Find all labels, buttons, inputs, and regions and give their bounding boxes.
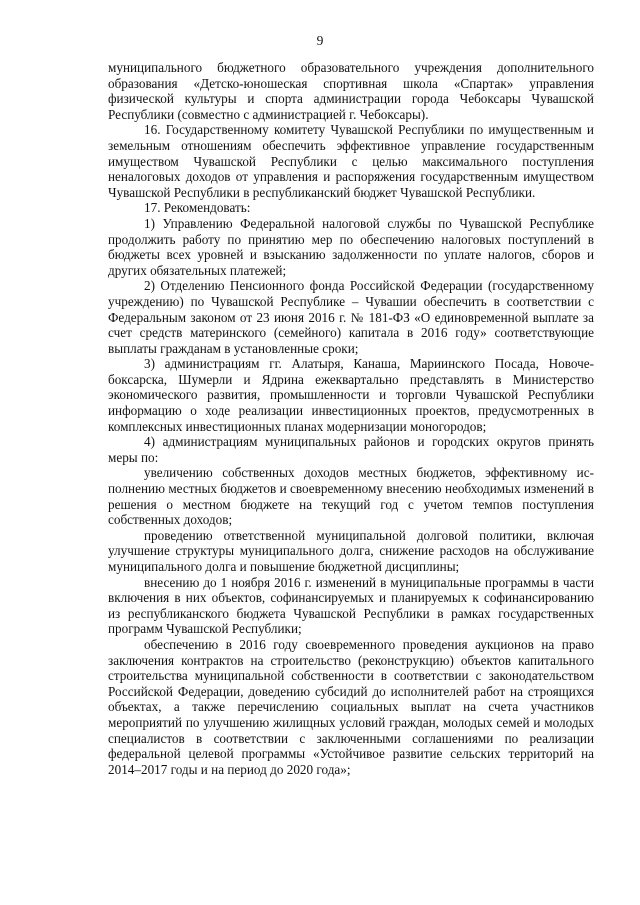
paragraph: внесению до 1 ноября 2016 г. изменений в муниципальные программы в части включения в них объектов, софинансируемых и планируемых к софинансированию из республиканского бюджета Чувашской Республики в рамках государственных программ Чувашской Республики; <box>108 574 594 637</box>
paragraph: обеспечению в 2016 году своевременного проведения аукционов на право заключения контрактов на строительство (реконструкцию) объектов капитального строительства муниципальной собственности в соответствии с законодательством Российской Федерации, доведению субсидий до исполнителей работ на строящихся объектах, а также перечислению социальных выплат на счета участников мероприятий по улучшению жилищных условий граждан, молодых семей и молодых специалистов в соответствии с заключенными соглашениями по реализации федеральной целевой программы «Устойчивое развитие сельских территорий на 2014–2017 годы и на период до 2020 года»; <box>108 636 594 777</box>
page-number: 9 <box>316 33 324 48</box>
paragraph: муниципального бюджетного образовательного учреждения дополнительного образования «Детско-юношеская спортивная школа «Спартак» управления физической культуры и спорта администрации города Чебоксары Чувашской Республики (совместно с администрацией г. Чебоксары). <box>108 60 594 122</box>
paragraph: 1) Управлению Федеральной налоговой службы по Чувашской Республике продолжить работу по принятию мер по обеспечению налоговых поступлений в бюджеты всех уровней и взысканию задолженности по уплате налогов, сборов и других обязательных платежей; <box>108 215 594 278</box>
paragraph: 4) администрациям муниципальных районов и городских округов принять меры по: <box>108 434 594 465</box>
paragraph: проведению ответственной муниципальной долговой политики, включая улучшение структуры муниципального долга, снижение расходов на обслуживание муниципального долга и повышение бюджетной дисциплины; <box>108 527 594 574</box>
paragraph: 3) администрациям гг. Алатыря, Канаша, Мариинского Посада, Новочебоксарска, Шумерли и Ядрина ежеквартально представлять в Министерство экономического развития, промышленности и торговли Чувашской Республики информацию о ходе реализации инвестиционных проектов, предусмотренных в комплексных инвестиционных планах модернизации моногородов; <box>108 356 594 434</box>
paragraph: 17. Рекомендовать: <box>144 200 251 216</box>
paragraph: 16. Государственному комитету Чувашской Республики по имущественным и земельным отношениям обеспечить эффективное управление государственным имуществом Чувашской Республики с целью максимального поступления неналоговых доходов от управления и распоряжения государственным имуществом Чувашской Республики в республиканский бюджет Чувашской Республики. <box>108 122 594 200</box>
document-body <box>108 60 594 777</box>
paragraph: 2) Отделению Пенсионного фонда Российской Федерации (государственному учреждению) по Чувашской Республике – Чувашии обеспечить в соответствии с Федеральным законом от 23 июня 2016 г. № 181-ФЗ «О единовременной выплате за счет средств материнского (семейного) капитала в 2016 году» соответствующие выплаты гражданам в установленные сроки; <box>108 278 594 356</box>
paragraph: увеличению собственных доходов местных бюджетов, эффективному исполнению местных бюджетов и своевременному внесению необходимых изменений в решения о местном бюджете на текущий год с учетом темпов поступления собственных доходов; <box>108 465 594 528</box>
